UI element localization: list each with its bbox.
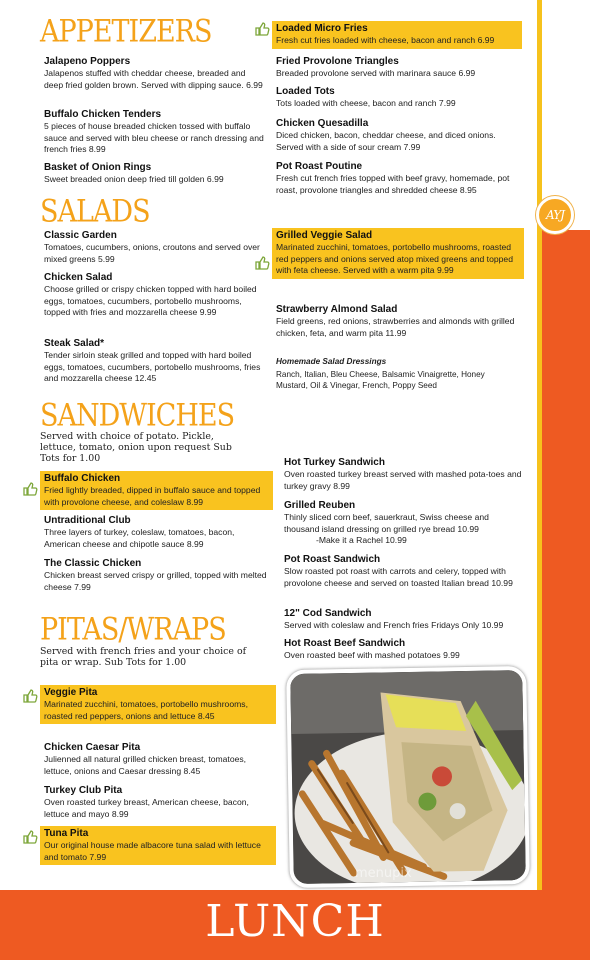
menu-item <box>44 108 266 156</box>
sandwiches-title: SANDWICHES <box>40 398 235 434</box>
menu-item-featured <box>40 826 276 865</box>
logo-badge <box>536 196 574 234</box>
menu-item-featured <box>272 228 524 279</box>
menu-item <box>44 229 269 265</box>
menu-item <box>284 499 524 547</box>
item-name: Steak Salad* <box>44 338 105 349</box>
menu-item <box>276 85 526 110</box>
item-desc: Fresh cut french fries topped with beef gravy, homemade, pot roast, provolone triangles and shredded cheese 8.95 <box>276 173 510 195</box>
watermark: menupix <box>355 866 412 881</box>
menu-item-featured <box>40 471 273 510</box>
logo-text: AYJ <box>546 208 564 222</box>
sandwiches-subtitle: Served with choice of potato. Pickle, lettuce, tomato, onion upon request Sub Tots for 1.00 <box>40 431 232 464</box>
thumbs-up-icon <box>22 481 38 497</box>
item-desc: Julienned all natural grilled chicken breast, tomatoes, lettuce, onions and Caesar dressing 8.45 <box>44 754 247 776</box>
menu-item <box>44 741 274 777</box>
item-name: Grilled Reuben <box>284 500 356 511</box>
item-desc: Chicken breast served crispy or grilled, topped with melted cheese 7.99 <box>44 570 267 592</box>
item-desc: Marinated zucchini, tomatoes, portobello mushrooms, roasted red peppers, onions and lettuce 8.45 <box>44 699 248 721</box>
menu-item <box>44 514 272 550</box>
item-name: Chicken Quesadilla <box>276 118 369 129</box>
wrap-and-fries-illustration <box>290 670 530 888</box>
item-name: Loaded Tots <box>276 86 335 97</box>
item-desc: Tender sirloin steak grilled and topped with hard boiled eggs, tomatoes, cucumbers, portobello mushrooms, fries and mozzarella cheese 12.45 <box>44 350 261 384</box>
item-desc: Diced chicken, bacon, cheddar cheese, and diced onions. Served with a side of sour cream 7.99 <box>276 130 496 152</box>
menu-item <box>44 557 272 593</box>
menu-item <box>44 271 269 319</box>
menu-item <box>44 784 274 820</box>
menu-item <box>44 337 269 385</box>
item-name: Strawberry Almond Salad <box>276 304 398 315</box>
item-name: Pot Roast Poutine <box>276 161 363 172</box>
item-name: Pot Roast Sandwich <box>284 554 381 565</box>
thumbs-up-icon <box>22 688 38 704</box>
menu-item-featured <box>40 685 276 724</box>
pitas-subtitle: Served with french fries and your choice of pita or wrap. Sub Tots for 1.00 <box>40 646 247 668</box>
item-desc: Oven roasted turkey breast, American cheese, bacon, lettuce and mayo 8.99 <box>44 797 249 819</box>
item-name: Veggie Pita <box>44 687 98 698</box>
item-desc: Slow roasted pot roast with carrots and celery, topped with provolone cheese and served on toasted Italian bread 10.99 <box>284 566 513 588</box>
item-note: -Make it a Rachel 10.99 <box>316 535 407 546</box>
footer-title: LUNCH <box>205 896 385 947</box>
salads-title: SALADS <box>40 194 150 230</box>
item-name: 12" Cod Sandwich <box>284 608 372 619</box>
item-name: Tuna Pita <box>44 828 89 839</box>
item-name: Fried Provolone Triangles <box>276 56 399 67</box>
menu-item-featured <box>272 21 522 49</box>
item-desc: Served with coleslaw and French fries Fridays Only 10.99 <box>284 620 504 630</box>
side-stripe-orange <box>542 230 590 890</box>
item-desc: Three layers of turkey, coleslaw, tomatoes, bacon, American cheese and chipotle sauce 8.99 <box>44 527 235 549</box>
item-desc: 5 pieces of house breaded chicken tossed with buffalo sauce and served with bleu cheese or ranch dressing and french fries 8.99 <box>44 121 264 155</box>
menu-item <box>276 55 526 80</box>
item-desc: Our original house made albacore tuna salad with lettuce and tomato 7.99 <box>44 840 261 862</box>
thumbs-up-icon <box>22 829 38 845</box>
menu-item <box>276 303 526 339</box>
item-name: Grilled Veggie Salad <box>276 230 373 241</box>
pitas-title: PITAS/WRAPS <box>40 612 226 648</box>
thumbs-up-icon <box>254 21 270 37</box>
menu-item <box>284 637 524 662</box>
item-desc: Fresh cut fries loaded with cheese, bacon and ranch 6.99 <box>276 35 495 45</box>
item-desc: Tomatoes, cucumbers, onions, croutons and served over mixed greens 5.99 <box>44 242 260 264</box>
dressings-list: Ranch, Italian, Bleu Cheese, Balsamic Vinaigrette, Honey Mustard, Oil & Vinegar, French, Poppy Seed <box>276 370 485 390</box>
menu-item <box>44 161 266 186</box>
menu-item <box>276 117 512 153</box>
item-desc: Tots loaded with cheese, bacon and ranch 7.99 <box>276 98 456 108</box>
menu-item <box>44 55 266 91</box>
item-desc: Breaded provolone served with marinara sauce 6.99 <box>276 68 476 78</box>
item-desc: Thinly sliced corn beef, sauerkraut, Swiss cheese and thousand island dressing on grilled rye bread 10.99 <box>284 512 489 534</box>
item-name: Untraditional Club <box>44 515 131 526</box>
menu-item <box>284 456 524 492</box>
menu-item <box>284 553 524 589</box>
item-desc: Oven roasted turkey breast served with mashed pota-toes and turkey gravy 8.99 <box>284 469 522 491</box>
item-name: Loaded Micro Fries <box>276 23 368 34</box>
item-name: Buffalo Chicken Tenders <box>44 109 162 120</box>
item-desc: Field greens, red onions, strawberries and almonds with grilled chicken, feta, and warm pita 11.99 <box>276 316 515 338</box>
item-name: Chicken Caesar Pita <box>44 742 141 753</box>
item-desc: Choose grilled or crispy chicken topped with hard boiled eggs, tomatoes, cucumbers, portobello mushrooms, topped with fries and mozzarella cheese 9.99 <box>44 284 257 318</box>
item-desc: Jalapenos stuffed with cheddar cheese, breaded and deep fried golden brown. Served with dipping sauce. 6.99 <box>44 68 263 90</box>
item-desc: Marinated zucchini, tomatoes, portobello mushrooms, roasted red peppers and onions served atop mixed greens and topped with feta cheese. Served with a warm pita 9.99 <box>276 242 513 276</box>
menu-item <box>284 607 529 632</box>
dressings-title: Homemade Salad Dressings <box>276 357 387 366</box>
item-desc: Sweet breaded onion deep fried till golden 6.99 <box>44 174 224 184</box>
item-name: The Classic Chicken <box>44 558 142 569</box>
thumbs-up-icon <box>254 255 270 271</box>
item-name: Jalapeno Poppers <box>44 56 131 67</box>
food-photo <box>286 666 530 888</box>
menu-item <box>276 160 526 196</box>
item-name: Buffalo Chicken <box>44 473 121 484</box>
item-name: Turkey Club Pita <box>44 785 123 796</box>
item-desc: Fried lightly breaded, dipped in buffalo sauce and topped with provolone cheese, and coleslaw 8.99 <box>44 485 261 507</box>
item-name: Basket of Onion Rings <box>44 162 152 173</box>
item-name: Hot Turkey Sandwich <box>284 457 385 468</box>
item-name: Classic Garden <box>44 230 117 241</box>
appetizers-title: APPETIZERS <box>40 14 212 50</box>
item-name: Chicken Salad <box>44 272 113 283</box>
item-desc: Oven roasted beef with mashed potatoes 9.99 <box>284 650 460 660</box>
item-name: Hot Roast Beef Sandwich <box>284 638 406 649</box>
